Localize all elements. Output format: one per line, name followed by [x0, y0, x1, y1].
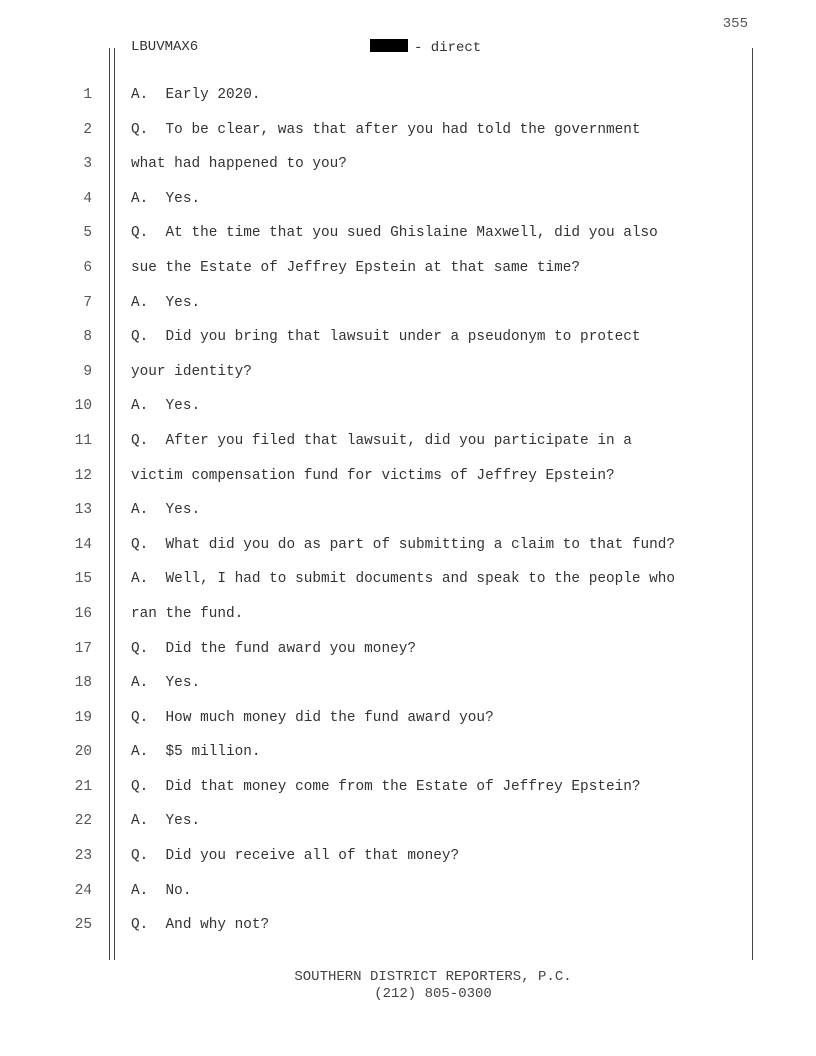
line-number: 23 [74, 848, 92, 865]
line-text: A. Well, I had to submit documents and speak to the people who [131, 571, 676, 588]
line-number: 12 [74, 467, 92, 484]
redaction-block [370, 39, 408, 52]
line-text: Q. Did you bring that lawsuit under a pseudonym to protect [131, 329, 641, 346]
line-text: A. Yes. [131, 675, 201, 692]
transcript-line [0, 286, 816, 321]
transcript-line [0, 597, 816, 632]
line-text: Q. To be clear, was that after you had told the government [131, 121, 641, 138]
transcript-line [0, 147, 816, 182]
transcript-body [0, 78, 816, 943]
line-text: Q. How much money did the fund award you? [131, 709, 494, 726]
transcript-line [0, 528, 816, 563]
line-number: 25 [74, 917, 92, 934]
line-text: Q. What did you do as part of submitting a claim to that fund? [131, 536, 676, 553]
line-number: 1 [83, 87, 92, 103]
transcript-line [0, 251, 816, 286]
line-number: 6 [83, 259, 92, 276]
transcript-line [0, 666, 816, 701]
line-number: 2 [83, 121, 92, 138]
transcript-line [0, 78, 816, 113]
line-number: 10 [74, 398, 92, 415]
transcript-line [0, 735, 816, 770]
reporter-phone: (212) 805-0300 [374, 986, 492, 1002]
transcript-line [0, 770, 816, 805]
line-text: A. Yes. [131, 190, 201, 207]
line-text: ran the fund. [131, 605, 244, 622]
line-number: 15 [74, 571, 92, 588]
line-text: A. Yes. [131, 398, 201, 415]
line-text: A. $5 million. [131, 744, 261, 761]
transcript-line [0, 113, 816, 148]
transcript-line [0, 424, 816, 459]
transcript-line [0, 839, 816, 874]
line-number: 13 [74, 502, 92, 519]
line-text: A. Yes. [131, 294, 201, 311]
line-number: 5 [83, 225, 92, 242]
witness-heading [370, 39, 481, 56]
transcript-line [0, 459, 816, 494]
line-text: Q. Did that money come from the Estate of Jeffrey Epstein? [131, 778, 641, 795]
transcript-header [131, 39, 731, 57]
line-number: 24 [74, 882, 92, 899]
line-number: 19 [74, 709, 92, 726]
transcript-line [0, 632, 816, 667]
line-text: what had happened to you? [131, 156, 347, 173]
transcript-line [0, 493, 816, 528]
transcript-line [0, 701, 816, 736]
transcript-line [0, 908, 816, 943]
line-number: 16 [74, 605, 92, 622]
line-number: 17 [74, 640, 92, 657]
line-text: Q. And why not? [131, 917, 270, 934]
line-number: 22 [74, 813, 92, 830]
line-text: Q. After you filed that lawsuit, did you participate in a [131, 432, 632, 449]
transcript-line [0, 182, 816, 217]
page-number: 355 [722, 16, 748, 32]
transcript-line [0, 874, 816, 909]
examination-type: - direct [414, 40, 482, 56]
line-text: your identity? [131, 363, 252, 380]
transcript-line [0, 804, 816, 839]
line-number: 3 [83, 156, 92, 173]
transcript-line [0, 320, 816, 355]
line-text: A. Yes. [131, 813, 201, 830]
transcript-line [0, 355, 816, 390]
line-number: 18 [74, 675, 92, 692]
reporter-company: SOUTHERN DISTRICT REPORTERS, P.C. [294, 969, 572, 985]
transcript-line [0, 562, 816, 597]
line-number: 11 [74, 432, 92, 449]
line-text: A. Early 2020. [131, 87, 261, 103]
line-text: Q. Did the fund award you money? [131, 640, 416, 657]
reporter-footer [0, 969, 816, 1003]
line-text: A. No. [131, 882, 192, 899]
line-number: 7 [83, 294, 92, 311]
line-text: victim compensation fund for victims of Jeffrey Epstein? [131, 467, 615, 484]
case-code: LBUVMAX6 [131, 39, 199, 55]
line-text: Q. Did you receive all of that money? [131, 848, 460, 865]
transcript-line [0, 389, 816, 424]
line-number: 8 [83, 329, 92, 346]
line-text: Q. At the time that you sued Ghislaine Maxwell, did you also [131, 225, 658, 242]
line-number: 9 [83, 363, 92, 380]
line-text: sue the Estate of Jeffrey Epstein at that same time? [131, 259, 581, 276]
line-number: 21 [74, 778, 92, 795]
line-number: 20 [74, 744, 92, 761]
line-number: 4 [83, 190, 92, 207]
line-text: A. Yes. [131, 502, 201, 519]
transcript-line [0, 216, 816, 251]
line-number: 14 [74, 536, 92, 553]
